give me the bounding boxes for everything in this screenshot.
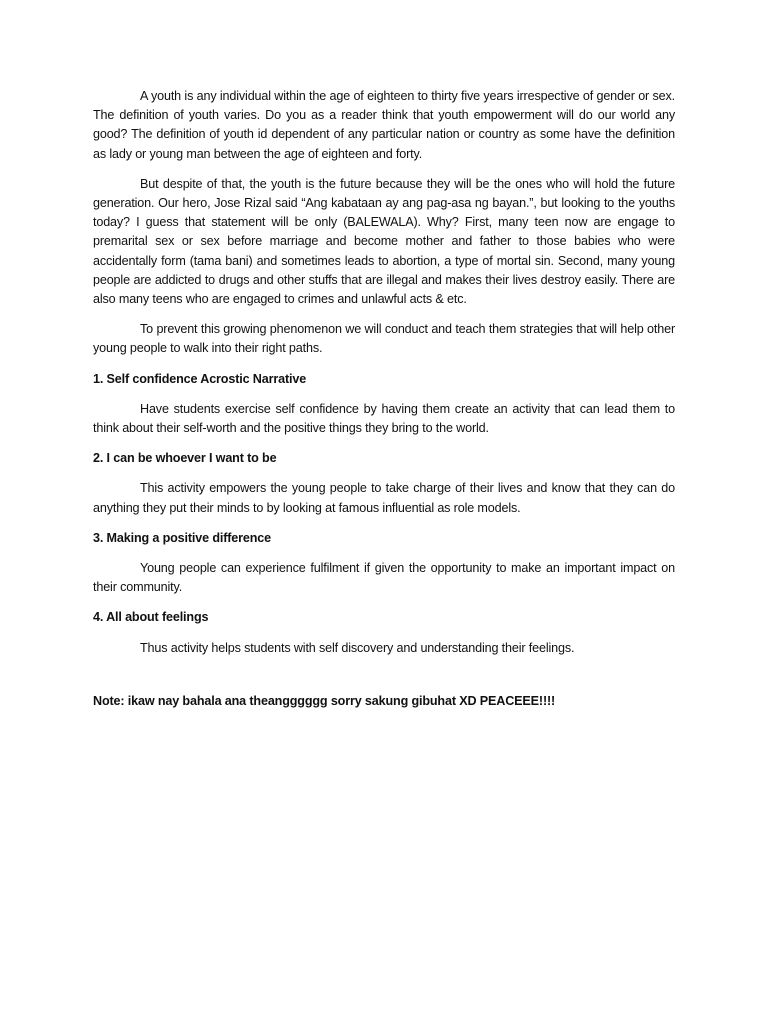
section-1-heading: 1. Self confidence Acrostic Narrative bbox=[93, 371, 307, 386]
section-3-heading: 3. Making a positive difference bbox=[93, 530, 272, 545]
section-2-heading: 2. I can be whoever I want to be bbox=[93, 451, 277, 466]
blank-line bbox=[93, 669, 675, 692]
section-4-heading: 4. All about feelings bbox=[93, 610, 209, 625]
document-page bbox=[93, 87, 675, 711]
intro-paragraph-3: To prevent this growing phenomenon we will conduct and teach them strategies that will help other young people to walk into their right paths. bbox=[93, 322, 675, 356]
closing-note: Note: ikaw nay bahala ana theangggggg sorry sakung gibuhat XD PEACEEE!!!! bbox=[93, 693, 556, 708]
section-4-body: Thus activity helps students with self discovery and understanding their feelings. bbox=[140, 640, 575, 655]
intro-paragraph-2: But despite of that, the youth is the future because they will be the ones who will hold the future generation. Our hero, Jose Rizal said “Ang kabataan ay ang pag-asa ng bayan.”, but looking to the youths today? I guess that statement will be only (BALEWALA). Why? First, many teen now are engage to premarital sex or sex before marriage and become mother and father to those babies who were accidentally form (tama bani) and sometimes leads to abortion, a type of mortal sin. Second, many young people are addicted to drugs and other stuffs that are illegal and makes their lives destroy easily. There are also many teens who are engaged to crimes and unlawful acts & etc. bbox=[93, 176, 675, 307]
section-1-body: Have students exercise self confidence by having them create an activity that can lead them to think about their self-worth and the positive things they bring to the world. bbox=[93, 401, 675, 436]
section-3-body: Young people can experience fulfilment if given the opportunity to make an important impact on their community. bbox=[93, 561, 675, 595]
section-2-body: This activity empowers the young people to take charge of their lives and know that they can do anything they put their minds to by looking at famous influential as role models. bbox=[93, 481, 675, 515]
intro-paragraph-1: A youth is any individual within the age of eighteen to thirty five years irrespective of gender or sex. The definition of youth varies. Do you as a reader think that youth empowerment will do our world any good? The definition of youth id dependent of any particular nation or country as some have the definition as lady or young man between the age of eighteen and forty. bbox=[93, 89, 675, 161]
